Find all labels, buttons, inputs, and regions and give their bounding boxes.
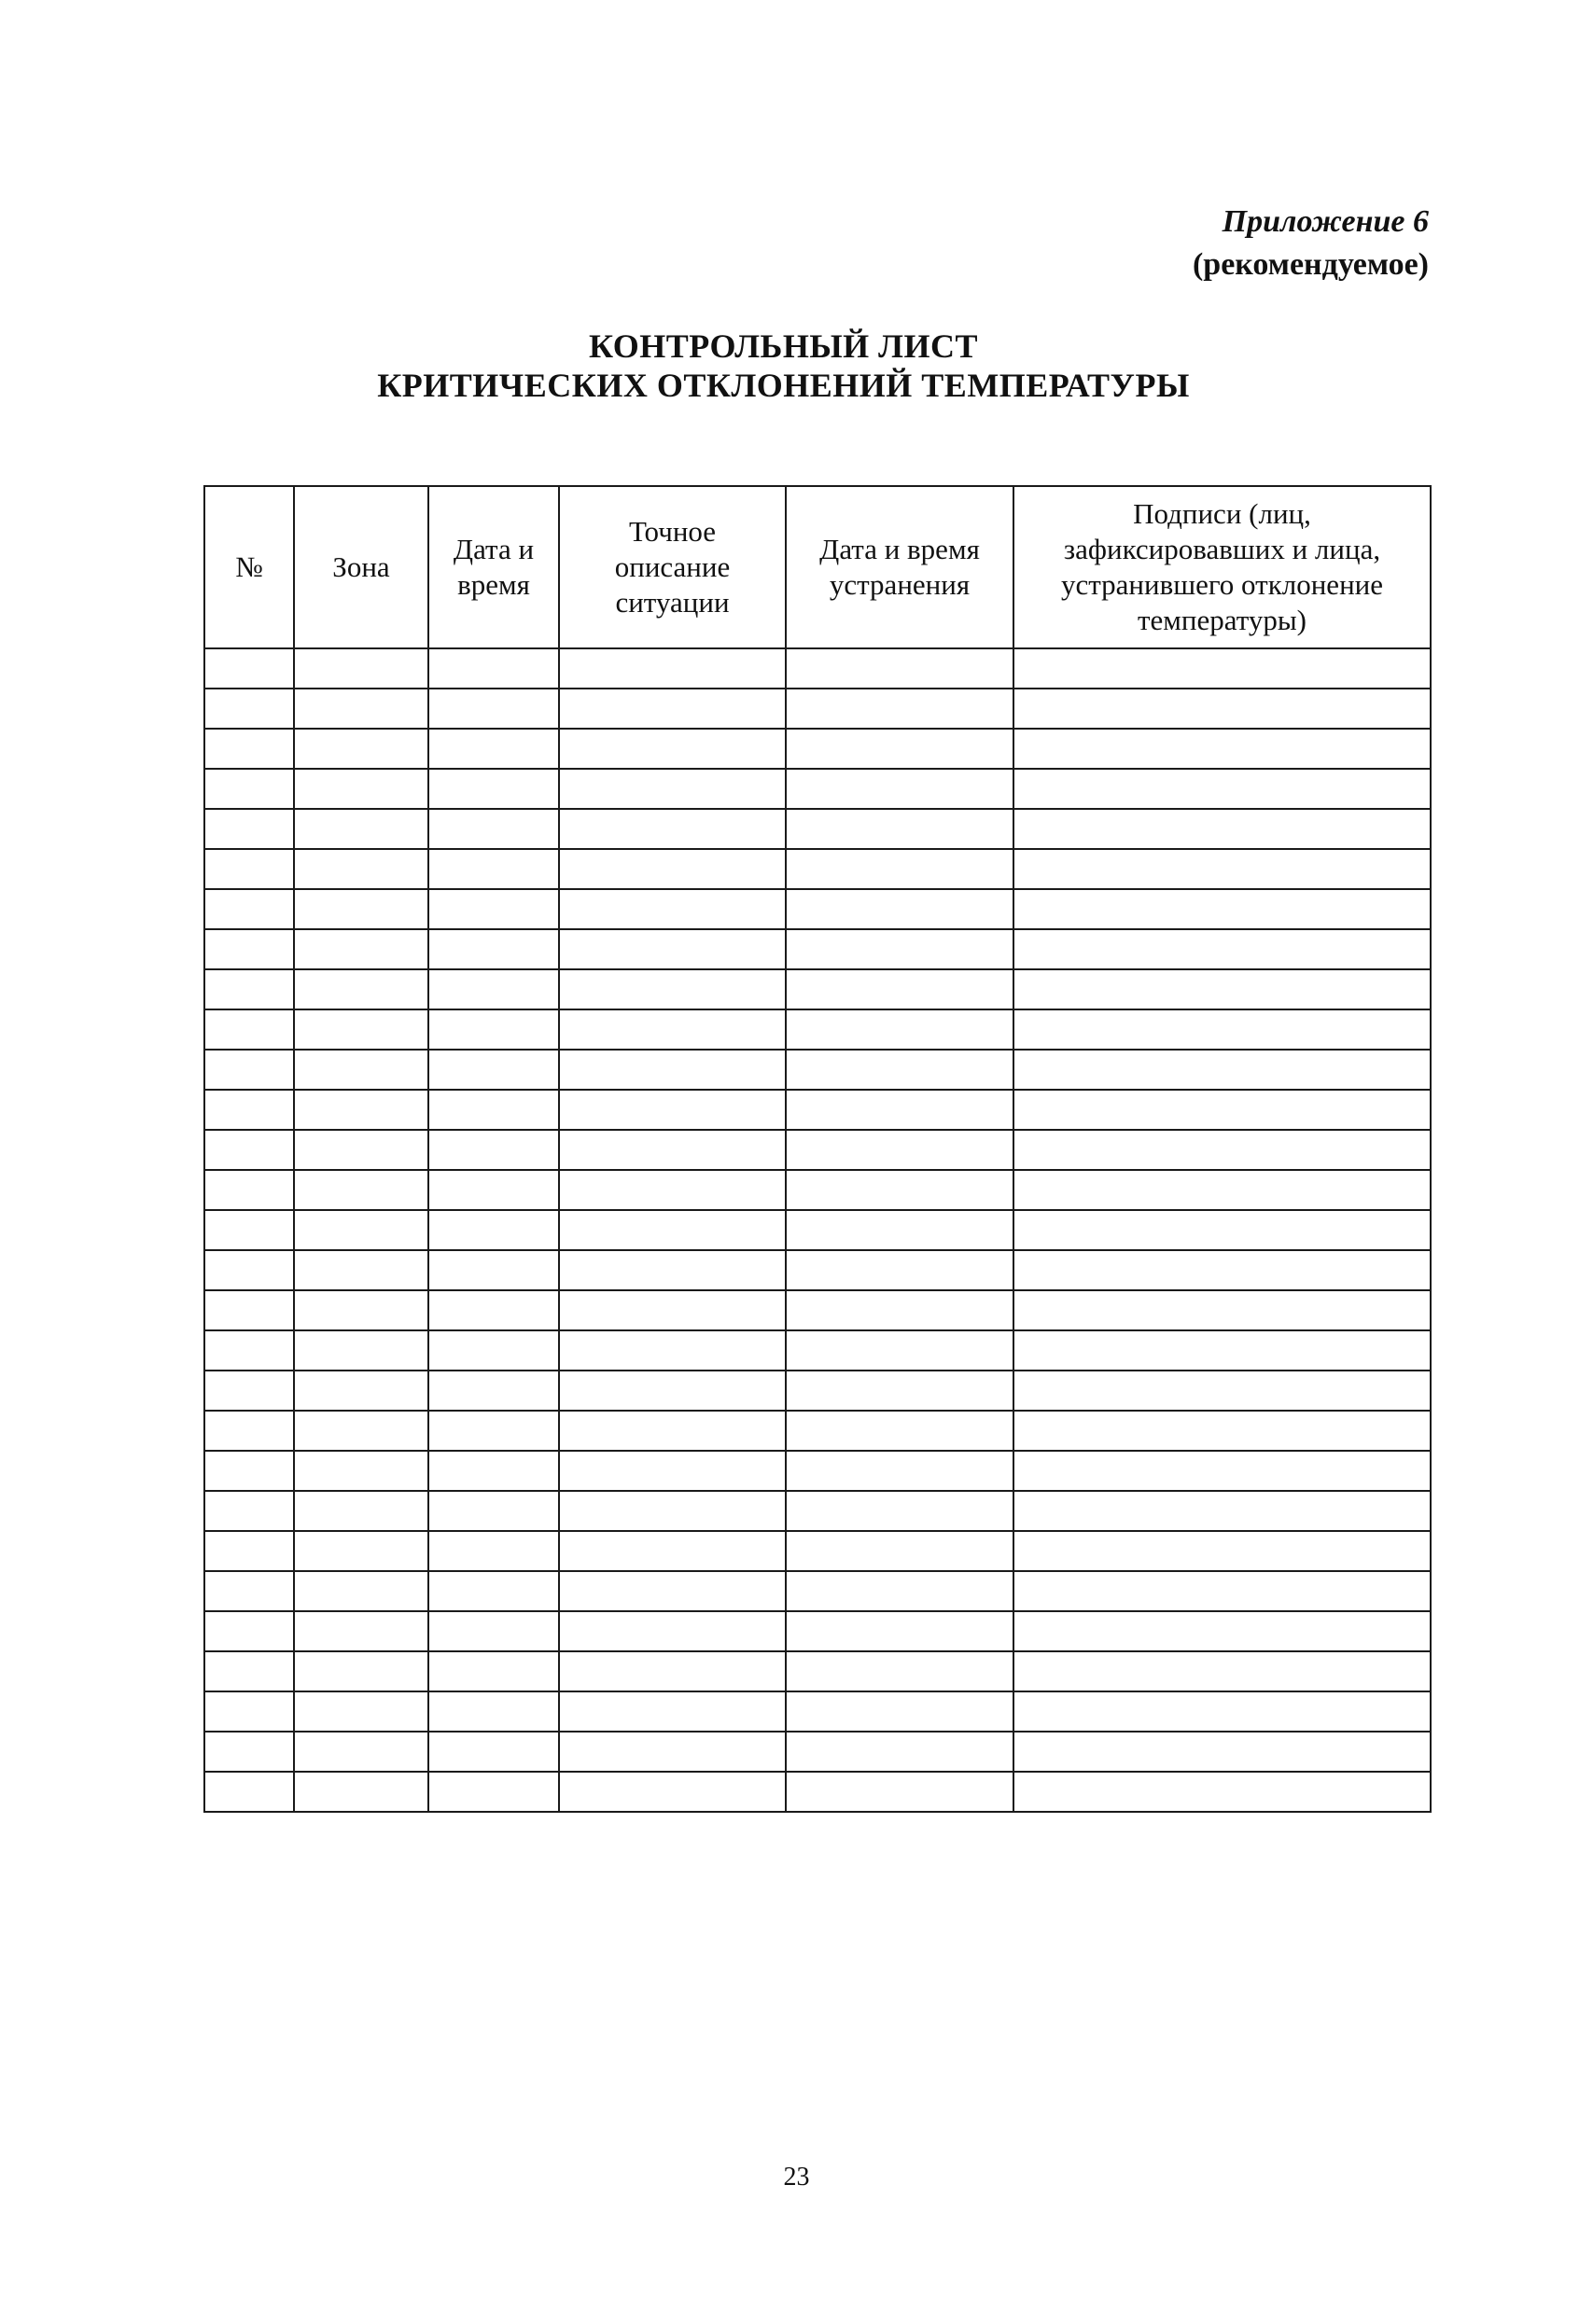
cell-datetime[interactable] [428, 969, 559, 1009]
cell-number[interactable] [204, 1130, 294, 1170]
cell-zone[interactable] [294, 1210, 428, 1250]
cell-number[interactable] [204, 1009, 294, 1050]
table-row [204, 1290, 1431, 1330]
appendix-status: (рекомендуемое) [1192, 247, 1429, 282]
cell-fix-datetime[interactable] [786, 849, 1013, 889]
cell-situation[interactable] [559, 689, 786, 729]
cell-datetime[interactable] [428, 1009, 559, 1050]
cell-zone[interactable] [294, 1451, 428, 1491]
cell-signatures[interactable] [1013, 1411, 1431, 1451]
cell-number[interactable] [204, 929, 294, 969]
cell-datetime[interactable] [428, 1130, 559, 1170]
cell-number[interactable] [204, 1411, 294, 1451]
cell-zone[interactable] [294, 648, 428, 689]
table-row [204, 1451, 1431, 1491]
cell-number[interactable] [204, 1531, 294, 1571]
temperature-deviation-table [203, 485, 1432, 1813]
cell-signatures[interactable] [1013, 849, 1431, 889]
cell-datetime[interactable] [428, 1691, 559, 1732]
cell-signatures[interactable] [1013, 1491, 1431, 1531]
cell-signatures[interactable] [1013, 1130, 1431, 1170]
cell-number[interactable] [204, 1732, 294, 1772]
cell-datetime[interactable] [428, 1210, 559, 1250]
cell-situation[interactable] [559, 1009, 786, 1050]
cell-number[interactable] [204, 1691, 294, 1732]
table-row [204, 1691, 1431, 1732]
cell-situation[interactable] [559, 1491, 786, 1531]
cell-situation[interactable] [559, 929, 786, 969]
cell-situation[interactable] [559, 1651, 786, 1691]
cell-signatures[interactable] [1013, 1772, 1431, 1812]
cell-signatures[interactable] [1013, 809, 1431, 849]
cell-fix-datetime[interactable] [786, 1451, 1013, 1491]
cell-signatures[interactable] [1013, 729, 1431, 769]
table-row [204, 1571, 1431, 1611]
table-row [204, 889, 1431, 929]
cell-situation[interactable] [559, 1611, 786, 1651]
table-row [204, 729, 1431, 769]
cell-zone[interactable] [294, 969, 428, 1009]
cell-number[interactable] [204, 1611, 294, 1651]
cell-datetime[interactable] [428, 1411, 559, 1451]
cell-fix-datetime[interactable] [786, 1691, 1013, 1732]
cell-number[interactable] [204, 889, 294, 929]
table-row [204, 1130, 1431, 1170]
cell-signatures[interactable] [1013, 1090, 1431, 1130]
cell-signatures[interactable] [1013, 1290, 1431, 1330]
cell-signatures[interactable] [1013, 769, 1431, 809]
cell-number[interactable] [204, 1571, 294, 1611]
cell-number[interactable] [204, 689, 294, 729]
cell-datetime[interactable] [428, 1250, 559, 1290]
cell-signatures[interactable] [1013, 929, 1431, 969]
cell-zone[interactable] [294, 1651, 428, 1691]
header-number: № [204, 486, 294, 648]
appendix-label: Приложение 6 [1222, 204, 1429, 239]
cell-number[interactable] [204, 1330, 294, 1371]
cell-fix-datetime[interactable] [786, 1371, 1013, 1411]
cell-zone[interactable] [294, 1531, 428, 1571]
cell-fix-datetime[interactable] [786, 1130, 1013, 1170]
cell-signatures[interactable] [1013, 1531, 1431, 1571]
cell-number[interactable] [204, 1651, 294, 1691]
cell-datetime[interactable] [428, 929, 559, 969]
header-situation-description: Точное описание ситуации [559, 486, 786, 648]
cell-fix-datetime[interactable] [786, 1732, 1013, 1772]
cell-situation[interactable] [559, 1250, 786, 1290]
cell-fix-datetime[interactable] [786, 1210, 1013, 1250]
cell-situation[interactable] [559, 849, 786, 889]
cell-datetime[interactable] [428, 1772, 559, 1812]
cell-fix-datetime[interactable] [786, 1772, 1013, 1812]
page-number: 23 [783, 2163, 810, 2192]
table-header-row [204, 486, 1431, 648]
cell-number[interactable] [204, 1371, 294, 1411]
cell-number[interactable] [204, 969, 294, 1009]
table-row [204, 1531, 1431, 1571]
cell-situation[interactable] [559, 1411, 786, 1451]
cell-number[interactable] [204, 1451, 294, 1491]
cell-situation[interactable] [559, 1050, 786, 1090]
cell-signatures[interactable] [1013, 1009, 1431, 1050]
cell-zone[interactable] [294, 1691, 428, 1732]
cell-signatures[interactable] [1013, 1050, 1431, 1090]
cell-fix-datetime[interactable] [786, 1009, 1013, 1050]
cell-datetime[interactable] [428, 1330, 559, 1371]
cell-situation[interactable] [559, 1210, 786, 1250]
cell-zone[interactable] [294, 929, 428, 969]
cell-fix-datetime[interactable] [786, 648, 1013, 689]
cell-datetime[interactable] [428, 648, 559, 689]
cell-zone[interactable] [294, 1411, 428, 1451]
cell-number[interactable] [204, 1491, 294, 1531]
cell-situation[interactable] [559, 648, 786, 689]
table-row [204, 689, 1431, 729]
cell-signatures[interactable] [1013, 1732, 1431, 1772]
cell-zone[interactable] [294, 849, 428, 889]
header-datetime: Дата и время [428, 486, 559, 648]
cell-situation[interactable] [559, 1531, 786, 1571]
cell-datetime[interactable] [428, 1571, 559, 1611]
cell-zone[interactable] [294, 1250, 428, 1290]
document-title-line-2: КРИТИЧЕСКИХ ОТКЛОНЕНИЙ ТЕМПЕРАТУРЫ [377, 367, 1190, 404]
cell-datetime[interactable] [428, 1531, 559, 1571]
cell-datetime[interactable] [428, 1491, 559, 1531]
cell-number[interactable] [204, 1050, 294, 1090]
cell-situation[interactable] [559, 1691, 786, 1732]
cell-zone[interactable] [294, 1491, 428, 1531]
cell-signatures[interactable] [1013, 1250, 1431, 1290]
cell-zone[interactable] [294, 1090, 428, 1130]
table-row [204, 1611, 1431, 1651]
cell-datetime[interactable] [428, 1290, 559, 1330]
table-row [204, 769, 1431, 809]
cell-number[interactable] [204, 729, 294, 769]
cell-situation[interactable] [559, 969, 786, 1009]
table-row [204, 1491, 1431, 1531]
cell-datetime[interactable] [428, 849, 559, 889]
table-row [204, 1772, 1431, 1812]
table-row [204, 929, 1431, 969]
cell-datetime[interactable] [428, 1651, 559, 1691]
cell-situation[interactable] [559, 1130, 786, 1170]
cell-situation[interactable] [559, 809, 786, 849]
cell-datetime[interactable] [428, 1371, 559, 1411]
table-row [204, 1050, 1431, 1090]
table-row [204, 1250, 1431, 1290]
table-row [204, 1411, 1431, 1451]
cell-fix-datetime[interactable] [786, 729, 1013, 769]
cell-number[interactable] [204, 1290, 294, 1330]
table-row [204, 1371, 1431, 1411]
table-row [204, 809, 1431, 849]
cell-datetime[interactable] [428, 1050, 559, 1090]
table-row [204, 1651, 1431, 1691]
cell-zone[interactable] [294, 1330, 428, 1371]
table-row [204, 1330, 1431, 1371]
cell-situation[interactable] [559, 1330, 786, 1371]
cell-datetime[interactable] [428, 769, 559, 809]
cell-number[interactable] [204, 769, 294, 809]
cell-zone[interactable] [294, 1371, 428, 1411]
cell-fix-datetime[interactable] [786, 1330, 1013, 1371]
cell-zone[interactable] [294, 769, 428, 809]
cell-number[interactable] [204, 1772, 294, 1812]
cell-zone[interactable] [294, 1772, 428, 1812]
cell-fix-datetime[interactable] [786, 929, 1013, 969]
cell-zone[interactable] [294, 1130, 428, 1170]
cell-fix-datetime[interactable] [786, 1170, 1013, 1210]
cell-zone[interactable] [294, 1170, 428, 1210]
cell-signatures[interactable] [1013, 889, 1431, 929]
cell-number[interactable] [204, 1090, 294, 1130]
cell-fix-datetime[interactable] [786, 1411, 1013, 1451]
cell-fix-datetime[interactable] [786, 1290, 1013, 1330]
cell-zone[interactable] [294, 889, 428, 929]
cell-signatures[interactable] [1013, 648, 1431, 689]
cell-number[interactable] [204, 1170, 294, 1210]
cell-datetime[interactable] [428, 809, 559, 849]
cell-datetime[interactable] [428, 1732, 559, 1772]
cell-fix-datetime[interactable] [786, 969, 1013, 1009]
table-body [204, 648, 1431, 1812]
cell-situation[interactable] [559, 1371, 786, 1411]
cell-signatures[interactable] [1013, 1451, 1431, 1491]
cell-signatures[interactable] [1013, 1571, 1431, 1611]
cell-number[interactable] [204, 849, 294, 889]
cell-fix-datetime[interactable] [786, 1531, 1013, 1571]
cell-datetime[interactable] [428, 1170, 559, 1210]
cell-situation[interactable] [559, 1571, 786, 1611]
cell-datetime[interactable] [428, 889, 559, 929]
cell-zone[interactable] [294, 1732, 428, 1772]
cell-signatures[interactable] [1013, 1691, 1431, 1732]
cell-fix-datetime[interactable] [786, 1651, 1013, 1691]
table-row [204, 1210, 1431, 1250]
cell-fix-datetime[interactable] [786, 809, 1013, 849]
cell-zone[interactable] [294, 1050, 428, 1090]
cell-situation[interactable] [559, 889, 786, 929]
cell-datetime[interactable] [428, 729, 559, 769]
cell-zone[interactable] [294, 1571, 428, 1611]
cell-signatures[interactable] [1013, 689, 1431, 729]
cell-fix-datetime[interactable] [786, 769, 1013, 809]
cell-signatures[interactable] [1013, 969, 1431, 1009]
table-row [204, 1009, 1431, 1050]
cell-zone[interactable] [294, 1611, 428, 1651]
cell-situation[interactable] [559, 1732, 786, 1772]
cell-datetime[interactable] [428, 1451, 559, 1491]
cell-datetime[interactable] [428, 1090, 559, 1130]
cell-situation[interactable] [559, 1772, 786, 1812]
header-fix-datetime: Дата и время устранения [786, 486, 1013, 648]
cell-fix-datetime[interactable] [786, 689, 1013, 729]
table-row [204, 1090, 1431, 1130]
cell-signatures[interactable] [1013, 1651, 1431, 1691]
cell-datetime[interactable] [428, 1611, 559, 1651]
cell-zone[interactable] [294, 1009, 428, 1050]
cell-fix-datetime[interactable] [786, 889, 1013, 929]
table-row [204, 849, 1431, 889]
cell-number[interactable] [204, 648, 294, 689]
header-signatures: Подписи (лиц, зафиксировавших и лица, устранившего отклонение температуры) [1013, 486, 1431, 648]
cell-signatures[interactable] [1013, 1371, 1431, 1411]
cell-datetime[interactable] [428, 689, 559, 729]
cell-situation[interactable] [559, 1290, 786, 1330]
cell-zone[interactable] [294, 689, 428, 729]
header-zone: Зона [294, 486, 428, 648]
cell-signatures[interactable] [1013, 1330, 1431, 1371]
cell-fix-datetime[interactable] [786, 1090, 1013, 1130]
cell-fix-datetime[interactable] [786, 1250, 1013, 1290]
cell-signatures[interactable] [1013, 1611, 1431, 1651]
cell-fix-datetime[interactable] [786, 1571, 1013, 1611]
cell-zone[interactable] [294, 809, 428, 849]
document-title-line-1: КОНТРОЛЬНЫЙ ЛИСТ [588, 327, 979, 365]
cell-situation[interactable] [559, 769, 786, 809]
cell-number[interactable] [204, 1250, 294, 1290]
cell-fix-datetime[interactable] [786, 1491, 1013, 1531]
cell-signatures[interactable] [1013, 1210, 1431, 1250]
cell-number[interactable] [204, 1210, 294, 1250]
cell-number[interactable] [204, 809, 294, 849]
table-row [204, 1170, 1431, 1210]
cell-fix-datetime[interactable] [786, 1050, 1013, 1090]
cell-situation[interactable] [559, 1170, 786, 1210]
cell-zone[interactable] [294, 1290, 428, 1330]
cell-situation[interactable] [559, 729, 786, 769]
cell-situation[interactable] [559, 1090, 786, 1130]
cell-signatures[interactable] [1013, 1170, 1431, 1210]
cell-fix-datetime[interactable] [786, 1611, 1013, 1651]
table-row [204, 1732, 1431, 1772]
cell-zone[interactable] [294, 729, 428, 769]
cell-situation[interactable] [559, 1451, 786, 1491]
table-row [204, 648, 1431, 689]
table-row [204, 969, 1431, 1009]
